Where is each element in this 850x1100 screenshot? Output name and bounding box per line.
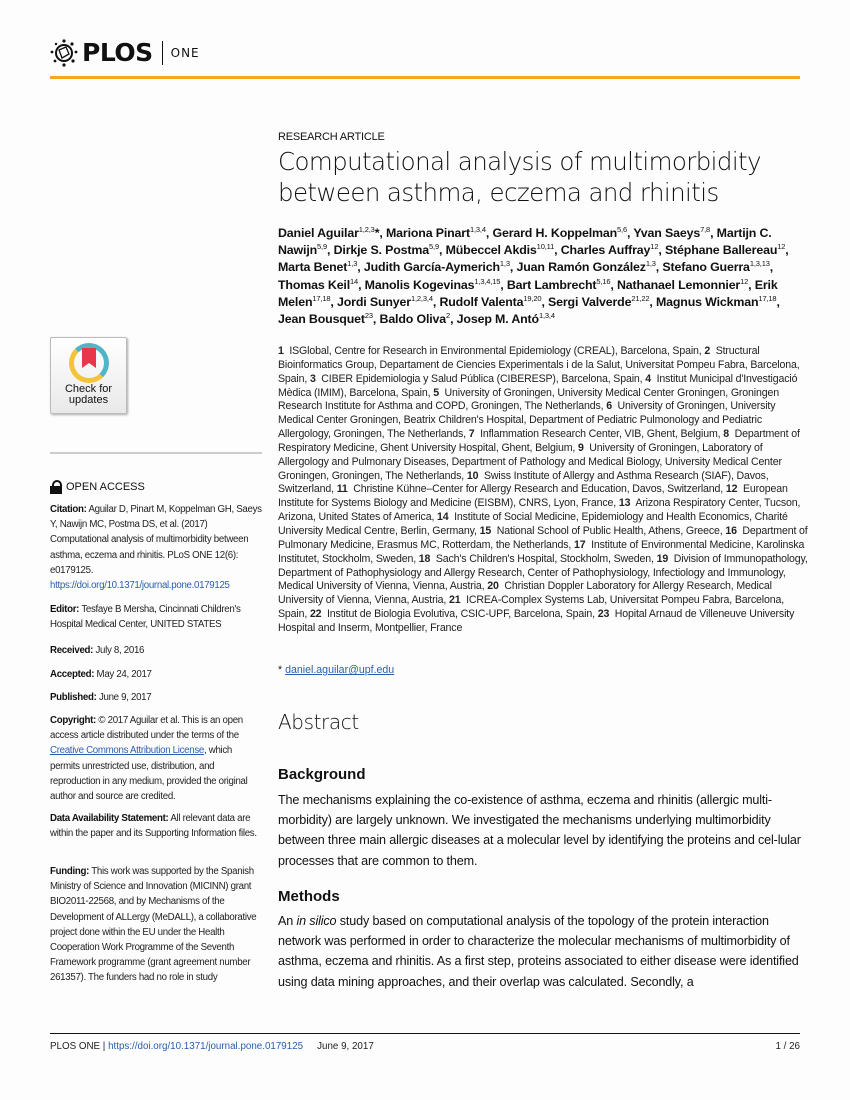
- affiliation-item: 3 CIBER Epidemiologia y Salud Pública (CIBERESP), Barcelona, Spain,: [309, 372, 646, 385]
- methods-paragraph: An in silico study based on computational analysis of the topology of the protein interaction network was performed in order to characterize the molecular mechanisms of multimorbidity of asthma, eczema and rhinitis. As a first step, proteins associated to either disease were identified using data mining approaches, and their overlap was calculated. Secondly, a: [278, 914, 799, 989]
- sidebar-divider: [50, 452, 262, 454]
- author-name: Sergi Valverde$^{21,22}$: [548, 293, 650, 309]
- author-name: Magnus Wickman$^{17,18}$: [655, 293, 777, 309]
- background-heading: Background: [278, 766, 366, 783]
- author-name: Charles Auffray$^{12}$: [560, 242, 659, 258]
- affiliation-item: 8 Department of Respiratory Medicine, Ghent University Hospital, Ghent, Belgium,: [278, 428, 800, 454]
- author-name: Nathanael Lemonnier$^{12}$: [616, 276, 749, 292]
- author-name: Stefano Guerra$^{1,3,13}$: [662, 259, 770, 275]
- author-name: Daniel Aguilar$^{1,2,3}$*: [278, 225, 380, 240]
- affiliation-item: 11 Christine Kühne–Center for Allergy Research and Education, Davos, Switzerland,: [336, 483, 726, 496]
- affiliation-item: 22 Institut de Biologia Evolutiva, CSIC-UPF, Barcelona, Spain,: [309, 608, 598, 621]
- article-type-label: RESEARCH ARTICLE: [278, 131, 385, 143]
- author-name: Mariona Pinart$^{1,3,4}$: [385, 225, 486, 240]
- received-date: Received: July 8, 2016: [50, 645, 145, 656]
- author-name: Rudolf Valenta$^{19,20}$: [439, 293, 542, 309]
- affiliation-item: 2 Structural Bioinformatics Group, Departament de Ciencies Experimentals i de la Salut, Universitat Pompeu Fabra, Barcelona, Spain,: [278, 345, 800, 385]
- open-access-label: OPEN ACCESS: [66, 481, 145, 493]
- methods-heading: Methods: [278, 888, 340, 905]
- accepted-date: Accepted: May 24, 2017: [50, 669, 152, 680]
- author-name: Thomas Keil$^{14}$: [278, 276, 359, 292]
- affiliation-item: 21 ICREA-Complex Systems Lab, Universitat Pompeu Fabra, Barcelona, Spain,: [278, 594, 784, 621]
- affiliation-item: 20 Christian Doppler Laboratory for Allergy Research, Medical University of Vienna, Vienna, Austria,: [278, 580, 772, 607]
- affiliation-item: 1 ISGlobal, Centre for Research in Environmental Epidemiology (CREAL), Barcelona, Spain,: [278, 345, 705, 357]
- author-name: Dirkje S. Postma$^{5,9}$: [333, 242, 439, 258]
- published-date: Published: June 9, 2017: [50, 692, 152, 703]
- affiliation-item: 4 Institut Municipal d'Investigació Mèdica (IMIM), Barcelona, Spain,: [278, 372, 798, 399]
- author-name: Manolis Kogevinas$^{1,3,4,15}$: [364, 276, 501, 292]
- affiliation-item: 16 Department of Pulmonary Medicine, Erasmus MC, Rotterdam, the Netherlands,: [278, 524, 808, 551]
- cc-license-link[interactable]: Creative Commons Attribution License: [50, 745, 204, 757]
- citation-block: Citation: Aguilar D, Pinart M, Koppelman GH, Saeys Y, Nawijn MC, Postma DS, et al. (2017) Computational analysis of multimorbidity between asthma, eczema and rhinitis. PLoS ONE 12(6): e0179125. https://doi.org/10.1371/journal.pone.0179125: [50, 504, 262, 592]
- author-name: Erik Melen$^{17,18}$: [278, 277, 778, 309]
- logo-wordmark: PLOS: [82, 38, 153, 67]
- open-access-badge: [50, 480, 264, 494]
- data-availability-block: Data Availability Statement: All relevant data are within the paper and its Supporting Information files.: [50, 813, 257, 840]
- open-lock-icon: [50, 480, 62, 494]
- header-accent-rule: [50, 76, 800, 79]
- author-name: Juan Ramón González$^{1,3}$: [516, 259, 656, 275]
- corresponding-email-link[interactable]: daniel.aguilar@upf.edu: [285, 664, 395, 676]
- author-name: Marta Benet$^{1,3}$: [278, 259, 358, 275]
- editor-block: Editor: Tesfaye B Mersha, Cincinnati Children's Hospital Medical Center, UNITED STATES: [50, 604, 241, 631]
- author-name: Gerard H. Koppelman$^{5,6}$: [492, 225, 627, 240]
- check-for-updates-label: Check for updates: [64, 383, 113, 406]
- author-name: Bart Lambrecht$^{5,16}$: [506, 276, 611, 292]
- article-title: Computational analysis of multimorbidity between asthma, eczema and rhinitis: [278, 147, 761, 207]
- affiliation-item: 10 Swiss Institute of Allergy and Asthma Research (SIAF), Davos, Switzerland,: [278, 469, 769, 496]
- author-name: Jean Bousquet$^{23}$: [278, 311, 373, 327]
- plos-globe-icon: [50, 39, 78, 67]
- footer-date: June 9, 2017: [317, 1041, 374, 1052]
- affiliation-item: 9 University of Groningen, Laboratory of Allergology and Pulmonary Diseases, Department of Pathology and Medical Biology, University Medical Center Groningen, Groningen, The Netherlands,: [278, 441, 782, 482]
- footer-doi-link[interactable]: https://doi.org/10.1371/journal.pone.0179125: [108, 1041, 304, 1052]
- page-number: 1 / 26: [775, 1041, 800, 1052]
- footer-rule: [50, 1033, 800, 1034]
- logo-divider: [162, 41, 163, 65]
- author-name: Baldo Oliva$^2$: [379, 311, 451, 327]
- author-name: Stéphane Ballereau$^{12}$: [664, 242, 786, 258]
- affiliation-item: 19 Division of Immunopathology, Department of Pathophysiology and Allergy Research, Center of Pathophysiology, Infectiology and Immunology, Medical University of Vienna, Vienna, Austria,: [278, 552, 808, 593]
- plos-one-logo[interactable]: [50, 38, 200, 68]
- author-name: Josep M. Antó$^{1,3,4}$: [456, 311, 555, 327]
- check-for-updates-button[interactable]: [50, 337, 127, 414]
- author-name: Mübeccel Akdis$^{10,11}$: [445, 242, 555, 258]
- abstract-heading: Abstract: [278, 710, 359, 734]
- affiliation-item: 17 Institute of Environmental Medicine, Karolinska Institutet, Stockholm, Sweden,: [278, 538, 805, 565]
- citation-doi-link[interactable]: https://doi.org/10.1371/journal.pone.0179125: [50, 580, 230, 592]
- background-paragraph: The mechanisms explaining the co-existence of asthma, eczema and rhinitis (allergic multi-morbidity) are largely unknown. We investigated the mechanisms underlying multimorbidity between three main allergic diseases at a molecular level by identifying the proteins and cel-lular processes that are common to them.: [278, 793, 801, 868]
- affiliation-item: 18 Sach's Children's Hospital, Stockholm, Sweden,: [418, 552, 657, 565]
- page-footer: [50, 1041, 800, 1052]
- corresponding-author: * daniel.aguilar@upf.edu: [278, 664, 395, 676]
- logo-subtitle: ONE: [170, 46, 200, 60]
- author-name: Martijn C. Nawijn$^{5,9}$: [278, 226, 772, 258]
- affiliation-item: 12 European Institute for Systems Biology and Medicine (EISBM), CNRS, Lyon, France,: [278, 483, 788, 510]
- author-name: Judith García-Aymerich$^{1,3}$: [363, 259, 510, 275]
- author-name: Jordi Sunyer$^{1,2,3,4}$: [337, 293, 433, 309]
- affiliation-item: 14 Institute of Social Medicine, Epidemiology and Health Economics, Charité University Medical Centre, Berlin, Germany,: [278, 511, 788, 537]
- funding-block: Funding: This work was supported by the Spanish Ministry of Science and Innovation (MICINN) grant BIO2011-22568, and by Mechanisms of the Development of ALLergy (MeDALL), a collaborative project done within the EU under the Health Cooperation Work Programme of the Seventh Framework programme (grant agreement number 261357). The funders had no role in study: [50, 866, 257, 984]
- author-list: Daniel Aguilar$^{1,2,3}$*, Mariona Pinart$^{1,3,4}$, Gerard H. Koppelman$^{5,6}$, Yvan Saeys$^{7,8}$, Martijn C. Nawijn$^{5,9}$, Dirkje S. Postma$^{5,9}$, Mübeccel Akdis$^{10,11}$, Charles Auffray$^{12}$, Stéphane Ballereau$^{12}$, Marta Benet$^{1,3}$, Judith García-Aymerich$^{1,3}$, Juan Ramón González$^{1,3}$, Stefano Guerra$^{1,3,13}$, Thomas Keil$^{14}$, Manolis Kogevinas$^{1,3,4,15}$, Bart Lambrecht$^{5,16}$, Nathanael Lemonnier$^{12}$, Erik Melen$^{17,18}$, Jordi Sunyer$^{1,2,3,4}$, Rudolf Valenta$^{19,20}$, Sergi Valverde$^{21,22}$, Magnus Wickman$^{17,18}$, Jean Bousquet$^{23}$, Baldo Oliva$^2$, Josep M. Antó$^{1,3,4}$: [278, 225, 789, 327]
- affiliation-list: [278, 345, 808, 636]
- affiliation-item: 13 Arizona Respiratory Center, Tucson, Arizona, United States of America,: [278, 497, 801, 524]
- affiliation-item: 23 Hopital Arnaud de Villeneuve University Hospital and Inserm, Montpellier, France: [278, 608, 795, 634]
- author-name: Yvan Saeys$^{7,8}$: [633, 225, 711, 240]
- affiliation-item: 15 National School of Public Health, Athens, Greece,: [479, 524, 726, 537]
- footer-journal: PLOS ONE |: [50, 1041, 106, 1052]
- copyright-block: Copyright: © 2017 Aguilar et al. This is an open access article distributed under the terms of the Creative Commons Attribution License, which permits unrestricted use, distribution, and reproduction in any medium, provided the original author and source are credited.: [50, 715, 248, 803]
- affiliation-item: 6 University of Groningen, University Medical Center Groningen, Beatrix Children's Hospital, Department of Pediatric Pulmonology and Pediatric Allergology, Groningen, The Netherlands,: [278, 400, 776, 441]
- affiliation-item: 7 Inflammation Research Center, VIB, Ghent, Belgium,: [468, 428, 724, 441]
- affiliation-item: 5 University of Groningen, University Medical Center Groningen, Groningen Research Institute for Asthma and COPD, Groningen, The Netherlands,: [278, 386, 779, 413]
